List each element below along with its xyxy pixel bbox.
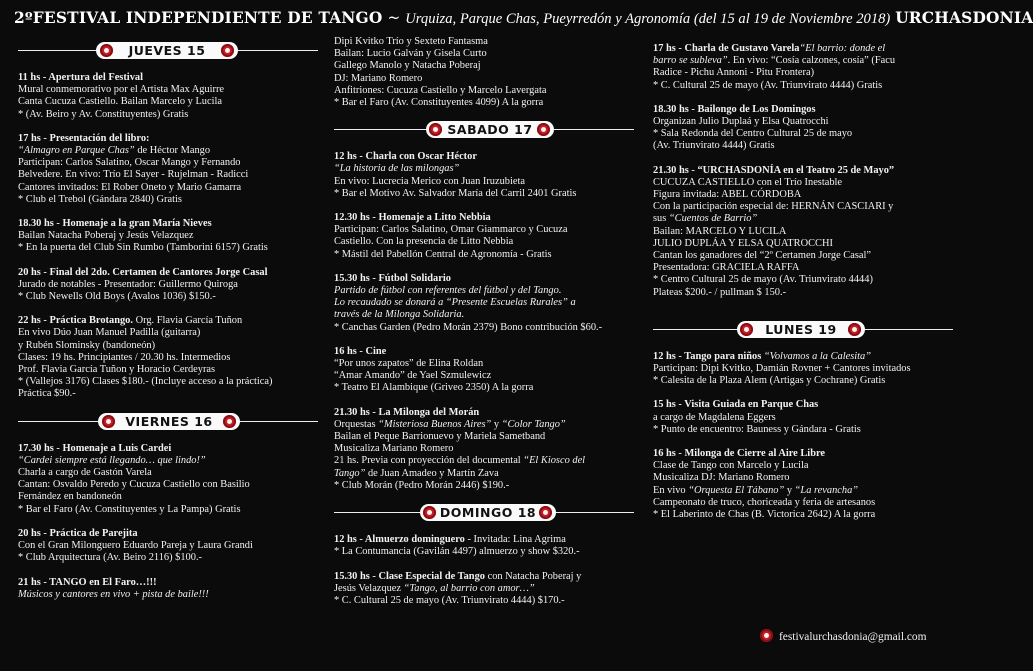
event-line: barro se subleva”. En vivo: “Cosía calzones, cosía” (Facu xyxy=(653,55,896,67)
rose-icon xyxy=(223,415,236,428)
rose-icon xyxy=(221,44,234,57)
event-title: 17 hs - Presentación del libro: xyxy=(18,132,150,144)
event-line: Práctica $90.- xyxy=(18,388,76,400)
rose-icon xyxy=(423,506,436,519)
event-venue: * Sala Redonda del Centro Cultural 25 de mayo xyxy=(653,128,853,140)
event-line: Con el Gran Milonguero Eduardo Pareja y Laura Grandi xyxy=(18,540,253,552)
event xyxy=(653,165,953,299)
event-line: Organizan Julio Duplaá y Elsa Quatrocchi xyxy=(653,116,829,128)
event-title: 20 hs - Práctica de Parejita xyxy=(18,527,138,539)
event-line: Jurado de notables - Presentador: Guillermo Quiroga xyxy=(18,278,238,290)
event xyxy=(334,273,634,334)
event-line: Fernández en bandoneón xyxy=(18,491,122,503)
event-line: Campeonato de truco, choriceada y feria de artesanos xyxy=(653,496,876,508)
event-line: Bailan: MARCELO Y LUCILA xyxy=(653,225,787,237)
event-line: Prof. Flavia García Tuñon y Horacio Cerdeyras xyxy=(18,364,216,376)
event-venue: * Canchas Garden (Pedro Morán 2379) Bono contribución $60.- xyxy=(334,321,603,333)
event-line: Participan: Carlos Salatino, Oscar Mango y Fernando xyxy=(18,157,241,169)
event xyxy=(334,407,634,492)
rose-icon xyxy=(740,323,753,336)
event-venue: * C. Cultural 25 de mayo (Av. Triunvirato 4444) $170.- xyxy=(334,594,565,606)
festival-name: 2ºFESTIVAL INDEPENDIENTE DE TANGO xyxy=(14,9,383,27)
event-title: 22 hs - Práctica Brotango. Org. Flavia García Tuñon xyxy=(18,315,243,327)
event-line: Clase de Tango con Marcelo y Lucila xyxy=(653,460,809,472)
event-venue: * La Contumancia (Gavilán 4497) almuerzo y show $320.- xyxy=(334,546,580,558)
event-line: sus “Cuentos de Barrio” xyxy=(653,213,758,225)
event-line: JULIO DUPLÁA Y ELSA QUATROCCHI xyxy=(653,237,833,249)
event-venue: * Bar el Faro (Av. Constituyentes y La Pampa) Gratis xyxy=(18,503,241,515)
event-venue: * (Vallejos 3176) Clases $180.- (Incluye acceso a la práctica) xyxy=(18,376,273,388)
rose-icon xyxy=(760,629,773,642)
day-label: LUNES 19 xyxy=(737,321,865,338)
event-title: 12 hs - Almuerzo dominguero - Invitada: Lina Agrima xyxy=(334,534,566,546)
event-line: Radice - Pichu Annoni - Pitu Frontera) xyxy=(653,67,815,79)
column-2 xyxy=(334,38,634,619)
event-line: Bailan: Lucio Galván y Gisela Curto xyxy=(334,48,487,60)
event-line: Participan: Carlos Salatino, Omar Giammarco y Cucuza xyxy=(334,224,568,236)
event-line: Bailan el Peque Barrionuevo y Mariela Sametband xyxy=(334,431,546,443)
event-venue: * En la puerta del Club Sin Rumbo (Tamborini 6157) Gratis xyxy=(18,242,268,254)
event-line: Dipi Kvitko Trío y Sexteto Fantasma xyxy=(334,36,488,47)
event xyxy=(18,443,318,516)
event xyxy=(18,315,318,400)
event xyxy=(18,218,318,255)
event-line: Lo recaudado se donará a “Presente Escuelas Rurales” a xyxy=(334,297,576,309)
event-venue: * Centro Cultural 25 de mayo (Av. Triunvirato 4444) xyxy=(653,274,873,286)
event xyxy=(653,43,953,92)
event-venue: * Club Morán (Pedro Morán 2446) $190.- xyxy=(334,479,510,491)
event-line: Charla a cargo de Gastón Varela xyxy=(18,467,152,479)
event-title: 21.30 hs - La Milonga del Morán xyxy=(334,406,480,418)
event-line: Musicaliza Mariano Romero xyxy=(334,443,454,455)
event-venue: * (Av. Beiro y Av. Constituyentes) Gratis xyxy=(18,108,189,120)
rose-icon xyxy=(539,506,552,519)
rose-icon xyxy=(848,323,861,336)
event xyxy=(334,36,634,109)
event-line: Plateas $200.- / pullman $ 150.- xyxy=(653,286,787,298)
event-venue: * Teatro El Alambique (Griveo 2350) A la gorra xyxy=(334,382,534,394)
event xyxy=(334,151,634,200)
event xyxy=(334,346,634,395)
event-line: DJ: Mariano Romero xyxy=(334,72,423,84)
column-3 xyxy=(653,40,953,533)
event-venue: * Club el Trebol (Gándara 2840) Gratis xyxy=(18,193,182,205)
event-line: 21 hs. Previa con proyección del documental “El Kiosco del xyxy=(334,455,586,467)
day-header-jueves xyxy=(18,42,318,60)
event-line: (Av. Triunvirato 4444) Gratis xyxy=(653,140,775,152)
festival-brand: URCHASDONIA xyxy=(895,9,1033,27)
day-label: VIERNES 16 xyxy=(98,413,240,430)
event xyxy=(18,528,318,565)
event-line: y Rubén Slominsky (bandoneón) xyxy=(18,339,156,351)
event xyxy=(18,577,318,601)
event-line: “La historia de las milongas” xyxy=(334,163,460,175)
event-line: Músicos y cantores en vivo + pista de baile!!! xyxy=(18,588,209,600)
event-venue: * C. Cultural 25 de mayo (Av. Triunvirato 4444) Gratis xyxy=(653,79,883,91)
event-venue: * Punto de encuentro: Bauness y Gándara - Gratis xyxy=(653,423,861,435)
event-venue: * Calesita de la Plaza Alem (Artigas y Cochrane) Gratis xyxy=(653,375,886,387)
event-line: Orquestas “Misteriosa Buenos Aires” y “Color Tango” xyxy=(334,418,566,430)
event xyxy=(653,104,953,153)
event-line: “Por unos zapatos” de Elina Roldan xyxy=(334,358,484,370)
event xyxy=(653,351,953,388)
event-venue: * Club Arquitectura (Av. Beiro 2116) $100.- xyxy=(18,552,203,564)
event-line: Anfitriones: Cucuza Castiello y Marcelo Lavergata xyxy=(334,84,547,96)
event-line: a cargo de Magdalena Eggers xyxy=(653,411,776,423)
event-title: 15.30 hs - Fútbol Solidario xyxy=(334,272,451,284)
event xyxy=(18,267,318,304)
event-title: 15.30 hs - Clase Especial de Tango con Natacha Poberaj y xyxy=(334,570,582,582)
page-title xyxy=(14,4,1033,32)
event-title: 12 hs - Tango para niños “Volvamos a la Calesita” xyxy=(653,350,871,362)
event-line: En vivo Dúo Juan Manuel Padilla (guitarra) xyxy=(18,327,201,339)
event-title: 12.30 hs - Homenaje a Litto Nebbia xyxy=(334,212,491,224)
day-header-lunes xyxy=(653,321,953,339)
event-line: Tango” de Juan Amadeo y Martín Zava xyxy=(334,467,499,479)
event-venue: * Mástil del Pabellón Central de Agronomía - Gratis xyxy=(334,248,552,260)
event-line: Clases: 19 hs. Principiantes / 20.30 hs. Intermedios xyxy=(18,351,231,363)
event-line: Mural conmemorativo por el Artista Max Aguirre xyxy=(18,84,225,96)
event xyxy=(334,534,634,558)
event-title: 16 hs - Milonga de Cierre al Aire Libre xyxy=(653,448,826,460)
contact-email[interactable] xyxy=(760,627,926,643)
event-line: Canta Cucuza Castiello. Bailan Marcelo y Lucila xyxy=(18,96,222,108)
event-line: “Amar Amando” de Yael Szmulewicz xyxy=(334,370,492,382)
day-header-sabado xyxy=(334,121,634,139)
event-title: 12 hs - Charla con Oscar Héctor xyxy=(334,151,477,163)
event-title: 21 hs - TANGO en El Faro…!!! xyxy=(18,576,157,588)
event-title: 16 hs - Cine xyxy=(334,345,387,357)
event xyxy=(334,212,634,261)
festival-places: Urquiza, Parque Chas, Pueyrredón y Agronomía (del 15 al 19 de Noviembre 2018) xyxy=(405,11,891,27)
event-venue: * Bar el Faro (Av. Constituyentes 4099) A la gorra xyxy=(334,97,544,109)
event-line: En vivo: Lucrecia Merico con Juan Iruzubieta xyxy=(334,175,525,187)
event-line: CUCUZA CASTIELLO con el Trío Inestable xyxy=(653,176,843,188)
event-line: “Almagro en Parque Chas” de Héctor Mango xyxy=(18,145,211,157)
day-label: JUEVES 15 xyxy=(96,42,238,59)
day-label: DOMINGO 18 xyxy=(420,504,556,521)
event xyxy=(653,399,953,436)
day-header-viernes xyxy=(18,413,318,431)
column-1 xyxy=(18,36,318,613)
rose-icon xyxy=(100,44,113,57)
event-title: 21.30 hs - “URCHASDONÍA en el Teatro 25 de Mayo” xyxy=(653,164,895,176)
event-line: través de la Milonga Solidaria. xyxy=(334,309,465,321)
event-line: “Cardei siempre está llegando… que lindo!” xyxy=(18,454,206,466)
rose-icon xyxy=(102,415,115,428)
event xyxy=(653,448,953,521)
day-header-domingo xyxy=(334,504,634,522)
event-title: 18.30 hs - Bailongo de Los Domingos xyxy=(653,103,816,115)
event-line: Castiello. Con la presencia de Litto Nebbia xyxy=(334,236,514,248)
event-line: Jesús Velazquez “Tango, al barrio con amor…” xyxy=(334,582,535,594)
event-venue: * Bar el Motivo Av. Salvador María del Carril 2401 Gratis xyxy=(334,187,577,199)
event xyxy=(18,72,318,121)
event-line: Musicaliza DJ: Mariano Romero xyxy=(653,472,790,484)
event-line: Cantan los ganadores del “2º Certamen Jorge Casal” xyxy=(653,250,871,262)
title-separator: ~ xyxy=(387,9,401,27)
event-line: Bailan Natacha Poberaj y Jesús Velazquez xyxy=(18,230,194,242)
event xyxy=(334,571,634,608)
event-line: Presentadora: GRACIELA RAFFA xyxy=(653,262,800,274)
event xyxy=(18,133,318,206)
event-line: Con la participación especial de: HERNÁN CASCIARI y xyxy=(653,201,894,213)
event-title: 15 hs - Visita Guiada en Parque Chas xyxy=(653,399,819,411)
event-line: Belvedere. En vivo: Trío El Sayer - Rujelman - Radicci xyxy=(18,169,249,181)
event-line: Partido de fútbol con referentes del fútbol y del Tango. xyxy=(334,285,562,297)
event-line: Figura invitada: ABEL CÓRDOBA xyxy=(653,189,802,201)
event-title: 20 hs - Final del 2do. Certamen de Cantores Jorge Casal xyxy=(18,266,268,278)
event-line: Cantores invitados: El Rober Oneto y Mario Gamarra xyxy=(18,181,242,193)
event-line: Gallego Manolo y Natacha Poberaj xyxy=(334,60,481,72)
event-title: 17.30 hs - Homenaje a Luis Cardei xyxy=(18,442,172,454)
event-line: Cantan: Osvaldo Peredo y Cucuza Castiello con Basilio xyxy=(18,479,250,491)
email-text[interactable]: festivalurchasdonia@gmail.com xyxy=(779,631,927,643)
event-line: En vivo “Orquesta El Tábano” y “La revancha” xyxy=(653,484,859,496)
event-title: 11 hs - Apertura del Festival xyxy=(18,72,143,83)
event-line: Participan: Dipi Kvitko, Damián Rovner + Cantores invitados xyxy=(653,363,911,375)
event-title: 18.30 hs - Homenaje a la gran María Nieves xyxy=(18,218,212,230)
event-venue: * El Laberinto de Chas (B. Victorica 2642) A la gorra xyxy=(653,509,876,521)
event-venue: * Club Newells Old Boys (Avalos 1036) $150.- xyxy=(18,291,216,303)
day-label: SABADO 17 xyxy=(426,121,554,138)
event-title: 17 hs - Charla de Gustavo Varela“El barrio: donde el xyxy=(653,43,886,54)
